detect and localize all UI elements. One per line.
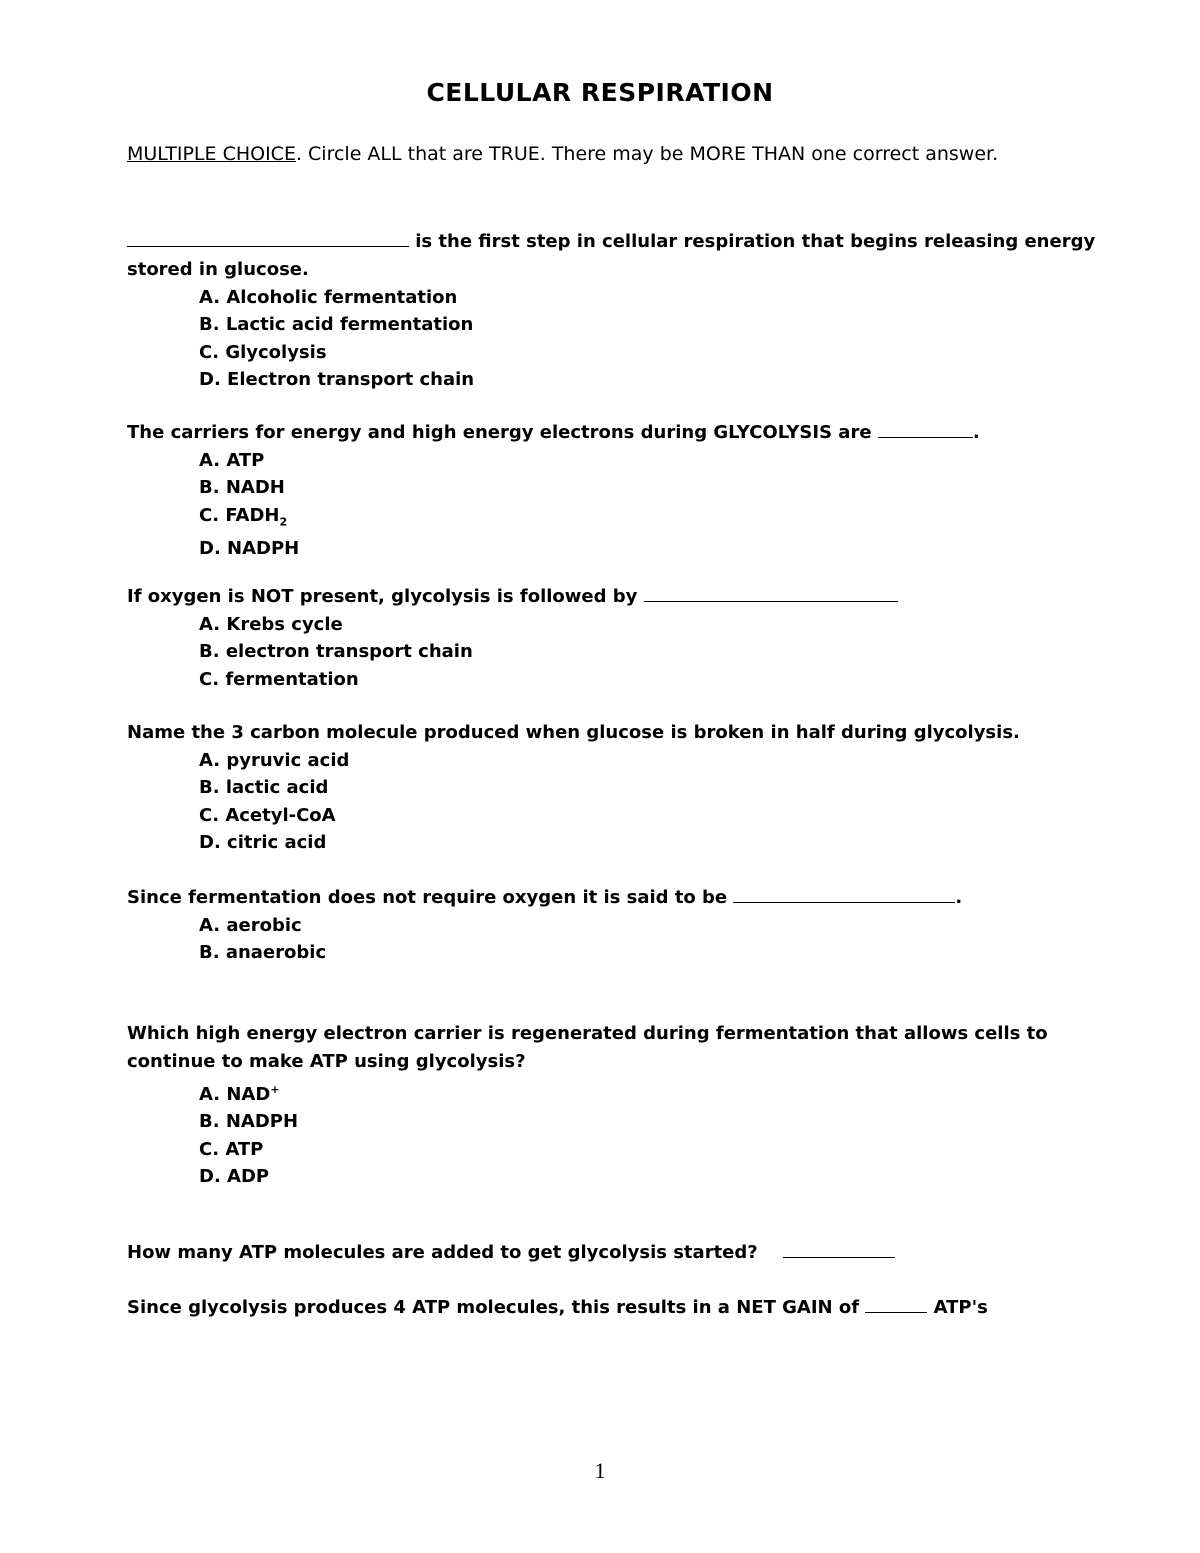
option[interactable]: C. fermentation: [199, 668, 359, 690]
answer-blank[interactable]: [733, 884, 955, 903]
page-title: CELLULAR RESPIRATION: [426, 78, 774, 107]
option[interactable]: A. Krebs cycle: [199, 614, 343, 635]
option[interactable]: D. Electron transport chain: [199, 368, 475, 390]
option[interactable]: C. Acetyl-CoA: [199, 804, 336, 826]
options-list: [127, 611, 1117, 693]
question-7: [127, 1239, 1117, 1267]
answer-blank[interactable]: [783, 1239, 895, 1258]
options-list: [127, 284, 1117, 393]
question-stem: Which high energy electron carrier is regenerated during fermentation that allows cells to continue to make ATP using glycolysis?: [127, 1023, 1048, 1072]
option[interactable]: A. Alcoholic fermentation: [199, 287, 458, 308]
option[interactable]: B. NADPH: [199, 1111, 299, 1133]
question-4: [127, 719, 1117, 856]
instructions-heading: MULTIPLE CHOICE: [127, 143, 296, 165]
question-3: [127, 583, 1117, 693]
option[interactable]: B. Lactic acid fermentation: [199, 314, 474, 336]
question-stem: How many ATP molecules are added to get glycolysis started?: [127, 1239, 1117, 1267]
question-stem: If oxygen is NOT present, glycolysis is followed by: [127, 583, 1117, 611]
options-list: [127, 912, 1117, 967]
answer-blank[interactable]: [865, 1294, 927, 1313]
instructions-text: . Circle ALL that are TRUE. There may be MORE THAN one correct answer.: [295, 143, 999, 165]
option[interactable]: D. NADPH: [199, 538, 300, 560]
option[interactable]: A. aerobic: [199, 915, 302, 936]
option[interactable]: A. ATP: [199, 450, 265, 471]
question-5: [127, 884, 1117, 967]
answer-blank[interactable]: [127, 228, 409, 247]
question-stem: Since fermentation does not require oxygen it is said to be .: [127, 884, 1117, 912]
option[interactable]: A. pyruvic acid: [199, 750, 350, 771]
question-1: [127, 228, 1117, 393]
option[interactable]: C. Glycolysis: [199, 341, 327, 363]
option[interactable]: B. NADH: [199, 477, 285, 499]
options-list: [127, 447, 1117, 563]
option[interactable]: A. NAD+: [199, 1083, 280, 1105]
option[interactable]: C. $FADH_2$: [199, 504, 288, 529]
answer-blank[interactable]: [878, 419, 973, 438]
options-list: [127, 747, 1117, 856]
question-stem: Name the 3 carbon molecule produced when glucose is broken in half during glycolysis.: [127, 722, 1020, 743]
option[interactable]: C. ATP: [199, 1138, 264, 1160]
option[interactable]: B. electron transport chain: [199, 641, 473, 663]
question-stem: The carriers for energy and high energy electrons during GLYCOLYSIS are .: [127, 419, 1117, 447]
option[interactable]: D. ADP: [199, 1165, 270, 1187]
question-8: [127, 1294, 1117, 1322]
option[interactable]: B. lactic acid: [199, 777, 329, 799]
option[interactable]: D. citric acid: [199, 831, 327, 853]
question-2: [127, 419, 1117, 563]
answer-blank[interactable]: [644, 583, 898, 602]
options-list: [127, 1076, 1117, 1190]
instructions: [127, 139, 1087, 169]
page-number: 1: [594, 1458, 606, 1483]
question-stem: Since glycolysis produces 4 ATP molecules, this results in a NET GAIN of ATP's: [127, 1294, 1117, 1322]
question-6: [127, 1020, 1117, 1190]
question-stem: is the first step in cellular respiration that begins releasing energy stored in glucose.: [127, 228, 1117, 284]
option[interactable]: B. anaerobic: [199, 942, 327, 964]
